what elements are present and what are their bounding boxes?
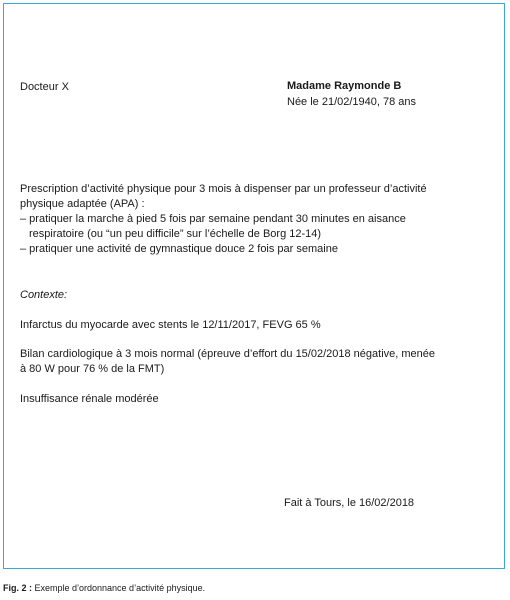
prescription-item-2: – pratiquer une activité de gymnastique douce 2 fois par semaine [20,243,338,255]
document-frame [3,3,505,569]
patient-birth: Née le 21/02/1940, 78 ans [287,96,417,108]
context-item-2: Bilan cardiologique à 3 mois normal (épreuve d’effort du 15/02/2018 négative, menée [20,348,436,360]
prescription-line-1: Prescription d’activité physique pour 3 mois à dispenser par un professeur d’activité [20,183,427,195]
figure-caption [3,582,205,594]
figure-caption-text: Exemple d’ordonnance d’activité physique. [32,583,206,593]
doctor-name: Docteur X [20,81,69,93]
prescription-item-1-cont: respiratoire (ou “un peu difficile” sur l’échelle de Borg 12-14) [29,228,322,240]
prescription-item-1: – pratiquer la marche à pied 5 fois par semaine pendant 30 minutes en aisance [20,213,406,225]
context-item-2-cont: à 80 W pour 76 % de la FMT) [20,363,165,375]
prescription-line-2: physique adaptée (APA) : [20,198,145,210]
context-item-1: Infarctus du myocarde avec stents le 12/11/2017, FEVG 65 % [20,319,321,331]
patient-name: Madame Raymonde B [287,80,402,92]
figure-label: Fig. 2 : [3,583,32,593]
context-heading: Contexte: [20,289,68,301]
signature-line: Fait à Tours, le 16/02/2018 [284,497,415,509]
context-item-3: Insuffisance rénale modérée [20,393,159,405]
